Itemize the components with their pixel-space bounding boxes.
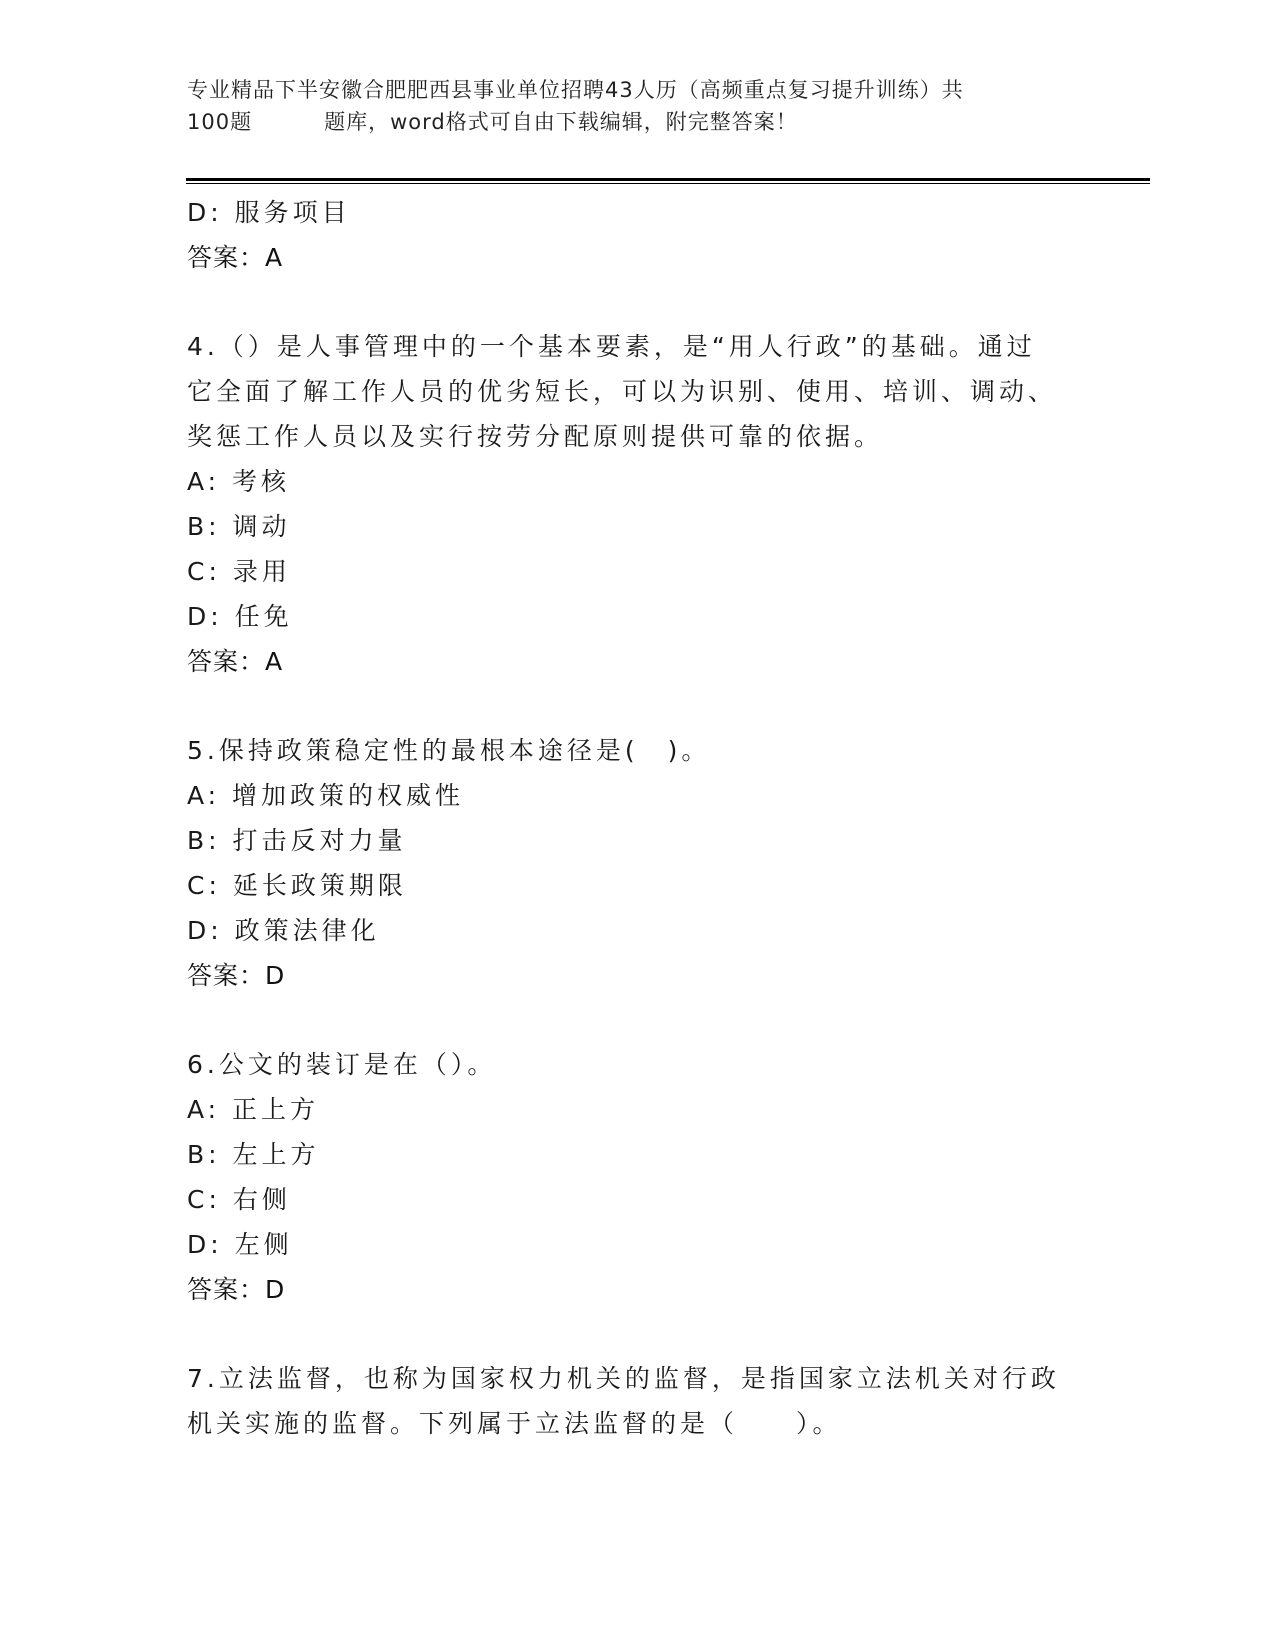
page-header [187,74,1087,138]
question-text-line: 7.立法监督，也称为国家权力机关的监督，是指国家立法机关对行政 [187,1364,1060,1393]
header-subtitle: 题库，word格式可自由下载编辑，附完整答案！ [324,110,798,134]
option-c: C: 右侧 [187,1185,291,1214]
question-4 [187,324,1087,684]
option-d: D: 政策法律化 [187,916,380,945]
question-text-line: 它全面了解工作人员的优劣短长，可以为识别、使用、培训、调动、 [187,377,1058,406]
header-divider-thin [186,183,1150,184]
option-b: B: 调动 [187,512,291,541]
header-divider-thick [186,178,1150,181]
question-text-line: 机关实施的监督。下列属于立法监督的是（ ）。 [187,1409,842,1438]
question-5 [187,728,1087,998]
answer-line: 答案：A [187,647,284,676]
option-c: C: 录用 [187,557,291,586]
option-c: C: 延长政策期限 [187,871,407,900]
question-text-line: 4.（）是人事管理中的一个基本要素，是“用人行政”的基础。通过 [187,332,1036,361]
answer-line: 答案：A [187,243,284,272]
question-text-line: 奖惩工作人员以及实行按劳分配原则提供可靠的依据。 [187,422,884,451]
question-text-line: 5.保持政策稳定性的最根本途径是( )。 [187,736,711,765]
option-a: A: 增加政策的权威性 [187,781,465,810]
question-list [187,190,1087,1446]
answer-line: 答案：D [187,961,286,990]
option-b: B: 打击反对力量 [187,826,407,855]
option-a: A: 考核 [187,467,291,496]
option-d: D: 服务项目 [187,198,351,227]
header-count: 100题 [187,110,253,134]
header-line-1: 专业精品下半安徽合肥肥西县事业单位招聘43人历（高频重点复习提升训练）共 [187,78,964,102]
answer-line: 答案：D [187,1275,286,1304]
option-d: D: 任免 [187,602,293,631]
question-text-line: 6.公文的装订是在（）。 [187,1050,497,1079]
question-7 [187,1356,1087,1446]
header-line-2 [187,106,1087,138]
question-6 [187,1042,1087,1312]
option-a: A: 正上方 [187,1095,320,1124]
question-3-tail [187,190,1087,280]
option-d: D: 左侧 [187,1230,293,1259]
option-b: B: 左上方 [187,1140,320,1169]
